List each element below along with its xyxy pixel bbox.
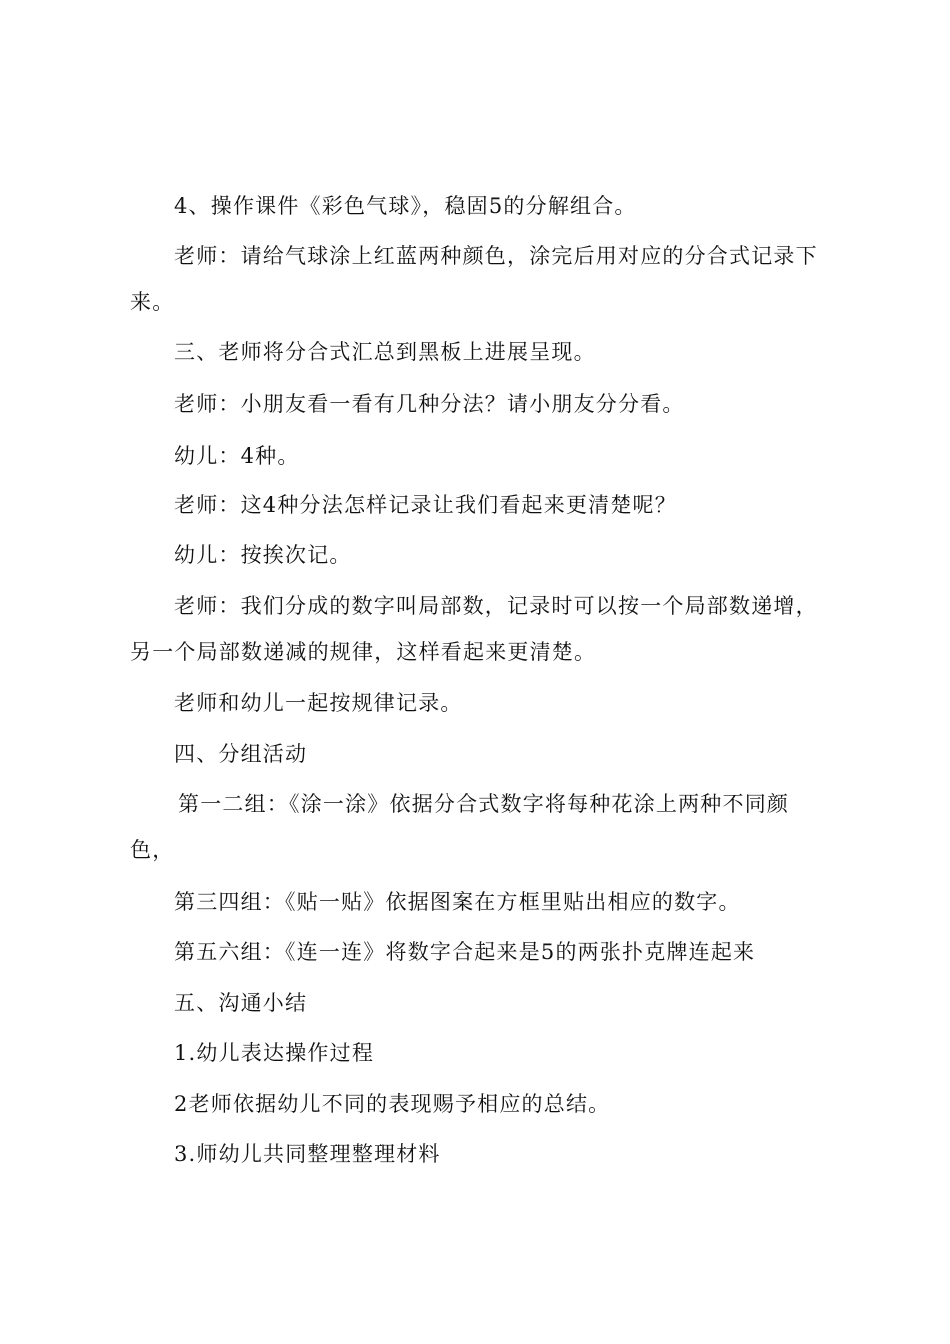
paragraph-group-five-six: 第五六组：《连一连》将数字合起来是5的两张扑克牌连起来 bbox=[174, 940, 756, 964]
paragraph-child-four: 幼儿：4种。 bbox=[174, 444, 300, 468]
paragraph-operate-courseware: 4、操作课件《彩色气球》，稳固5的分解组合。 bbox=[174, 194, 637, 218]
paragraph-summary-three: 3.师幼儿共同整理整理材料 bbox=[174, 1142, 441, 1166]
paragraph-teacher-how-many: 老师：小朋友看一看有几种分法？请小朋友分分看。 bbox=[174, 392, 685, 416]
paragraph-group-three-four: 第三四组：《贴一贴》依据图案在方框里贴出相应的数字。 bbox=[174, 890, 741, 914]
paragraph-teacher-color-balloons: 老师：请给气球涂上红蓝两种颜色，涂完后用对应的分合式记录下来。 bbox=[130, 244, 818, 314]
paragraph-section-four: 四、分组活动 bbox=[174, 742, 308, 766]
paragraph-section-five: 五、沟通小结 bbox=[174, 991, 308, 1015]
paragraph-child-in-order: 幼儿：按挨次记。 bbox=[174, 543, 352, 567]
paragraph-summary-two: 2老师依据幼儿不同的表现赐予相应的总结。 bbox=[174, 1092, 611, 1116]
paragraph-teacher-record-clearly: 老师：这4种分法怎样记录让我们看起来更清楚呢？ bbox=[174, 493, 677, 517]
paragraph-summary-one: 1.幼儿表达操作过程 bbox=[174, 1041, 375, 1065]
paragraph-record-together: 老师和幼儿一起按规律记录。 bbox=[174, 691, 463, 715]
paragraph-section-three: 三、老师将分合式汇总到黑板上进展呈现。 bbox=[174, 340, 596, 364]
paragraph-group-one-two: 第一二组：《涂一涂》依据分合式数字将每种花涂上两种不同颜色， bbox=[130, 792, 790, 862]
paragraph-teacher-rule: 老师：我们分成的数字叫局部数，记录时可以按一个局部数递增，另一个局部数递减的规律，这样看起来更清楚。 bbox=[130, 594, 818, 664]
